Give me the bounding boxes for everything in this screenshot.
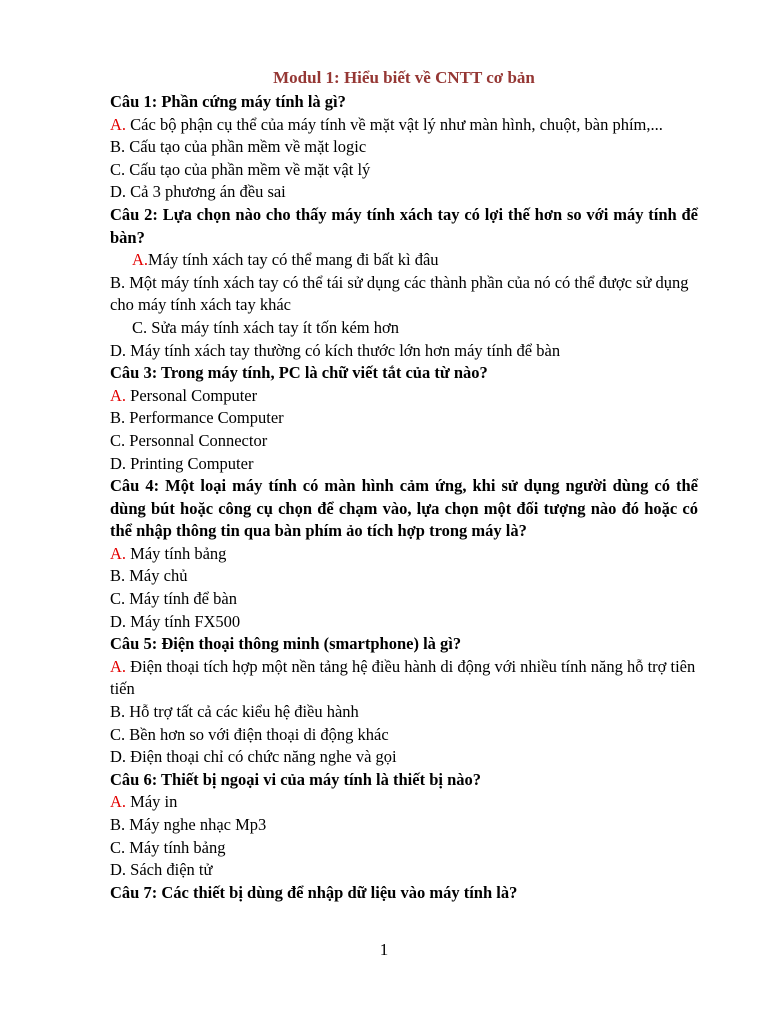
answer-letter: C. <box>110 724 126 744</box>
answer-1d <box>110 181 698 204</box>
question-4: Câu 4: Một loại máy tính có màn hình cảm ứng, khi sử dụng người dùng có thể dùng bút hoặc công cụ chọn để chạm vào, lựa chọn một đối tượng nào đó hoặc có thể nhập thông tin qua bàn phím ảo tích hợp trong máy là? <box>110 476 698 541</box>
question-1: Câu 1: Phần cứng máy tính là gì? <box>110 92 346 111</box>
answer-letter: C. <box>110 589 126 609</box>
answer-text: Personnal Connector <box>125 430 268 450</box>
answer-letter: C. <box>132 317 148 337</box>
answer-letter: B. <box>110 408 126 428</box>
answer-4b <box>110 565 698 588</box>
answer-letter: D. <box>110 747 127 767</box>
answer-letter: A. <box>110 114 127 134</box>
answer-letter: B. <box>110 272 126 292</box>
question-5: Câu 5: Điện thoại thông minh (smartphone) là gì? <box>110 634 462 654</box>
answer-letter: C. <box>110 159 126 179</box>
answer-letter: B. <box>110 566 126 586</box>
answer-2b <box>110 272 698 317</box>
answer-text: Máy nghe nhạc Mp3 <box>125 815 267 834</box>
answer-3d <box>110 453 698 476</box>
answer-text: Cấu tạo của phần mềm về mặt vật lý <box>125 159 371 179</box>
answer-text: Printing Computer <box>126 453 254 473</box>
answer-5c <box>110 724 698 747</box>
answer-text: Personal Computer <box>126 385 258 405</box>
answer-letter: D. <box>110 611 127 631</box>
answer-text: Cấu tạo của phần mềm về mặt logic <box>125 137 367 157</box>
answer-4c <box>110 588 698 611</box>
answer-text: Điện thoại chỉ có chức năng nghe và gọi <box>126 747 397 767</box>
answer-text: Các bộ phận cụ thể của máy tính về mặt vật lý như màn hình, chuột, bàn phím,... <box>126 114 663 134</box>
page-number: 1 <box>379 940 389 959</box>
answer-1a <box>110 114 698 137</box>
answer-text: Máy in <box>126 792 178 812</box>
answer-3c <box>110 430 698 453</box>
answer-text: Hỗ trợ tất cả các kiểu hệ điều hành <box>125 702 359 722</box>
question-3: Câu 3: Trong máy tính, PC là chữ viết tắt của từ nào? <box>110 363 488 383</box>
answer-text: Máy tính bảng <box>126 543 227 563</box>
answer-1b <box>110 136 698 159</box>
answer-text: Máy tính xách tay thường có kích thước lớn hơn máy tính để bàn <box>126 340 561 360</box>
answer-letter: C. <box>110 430 126 450</box>
answer-6c <box>110 837 698 860</box>
answer-letter: D. <box>110 860 127 880</box>
answer-text: Điện thoại tích hợp một nền tảng hệ điều hành di động với nhiều tính năng hỗ trợ tiên tiến <box>110 656 696 699</box>
answer-letter: D. <box>110 453 127 473</box>
answer-5a <box>110 656 698 701</box>
answer-letter: A. <box>110 385 127 405</box>
answer-letter: D. <box>110 182 127 202</box>
answer-letter: C. <box>110 837 126 857</box>
answer-letter: A. <box>132 250 149 270</box>
answer-5d <box>110 746 698 769</box>
answer-text: Cả 3 phương án đều sai <box>126 182 286 202</box>
answer-4a <box>110 543 698 566</box>
question-2: Câu 2: Lựa chọn nào cho thấy máy tính xách tay có lợi thế hơn so với máy tính để bàn? <box>110 204 698 247</box>
answer-6d <box>110 859 698 882</box>
answer-3b <box>110 407 698 430</box>
answer-text: Performance Computer <box>125 408 284 428</box>
answer-3a <box>110 385 698 408</box>
answer-text: Máy chủ <box>125 566 188 586</box>
answer-2a <box>110 249 698 272</box>
document-title: Modul 1: Hiểu biết về CNTT cơ bản <box>273 68 535 87</box>
answer-letter: A. <box>110 792 127 812</box>
answer-6a <box>110 791 698 814</box>
answer-letter: D. <box>110 340 127 360</box>
answer-text: Máy tính bảng <box>125 837 226 857</box>
question-6: Câu 6: Thiết bị ngoại vi của máy tính là thiết bị nào? <box>110 769 482 789</box>
answer-5b <box>110 701 698 724</box>
answer-letter: A. <box>110 543 127 563</box>
answer-4d <box>110 611 698 634</box>
answer-letter: B. <box>110 702 126 722</box>
document-page <box>110 66 698 904</box>
answer-6b <box>110 814 698 837</box>
answer-letter: B. <box>110 815 126 834</box>
answer-text: Máy tính FX500 <box>126 611 241 631</box>
answer-text: Sách điện tử <box>126 860 213 880</box>
answer-text: Một máy tính xách tay có thể tái sử dụng các thành phần của nó có thể được sử dụng cho máy tính xách tay khác <box>110 272 689 315</box>
answer-2d <box>110 340 698 363</box>
answer-2c <box>110 317 698 340</box>
answer-text: Máy tính để bàn <box>125 589 237 609</box>
answer-text: Sửa máy tính xách tay ít tốn kém hơn <box>147 317 399 337</box>
answer-letter: B. <box>110 137 126 157</box>
answer-text: Máy tính xách tay có thể mang đi bất kì đâu <box>148 250 439 270</box>
answer-text: Bền hơn so với điện thoại di động khác <box>125 724 389 744</box>
answer-1c <box>110 159 698 182</box>
answer-letter: A. <box>110 656 127 676</box>
question-7: Câu 7: Các thiết bị dùng để nhập dữ liệu vào máy tính là? <box>110 882 518 902</box>
